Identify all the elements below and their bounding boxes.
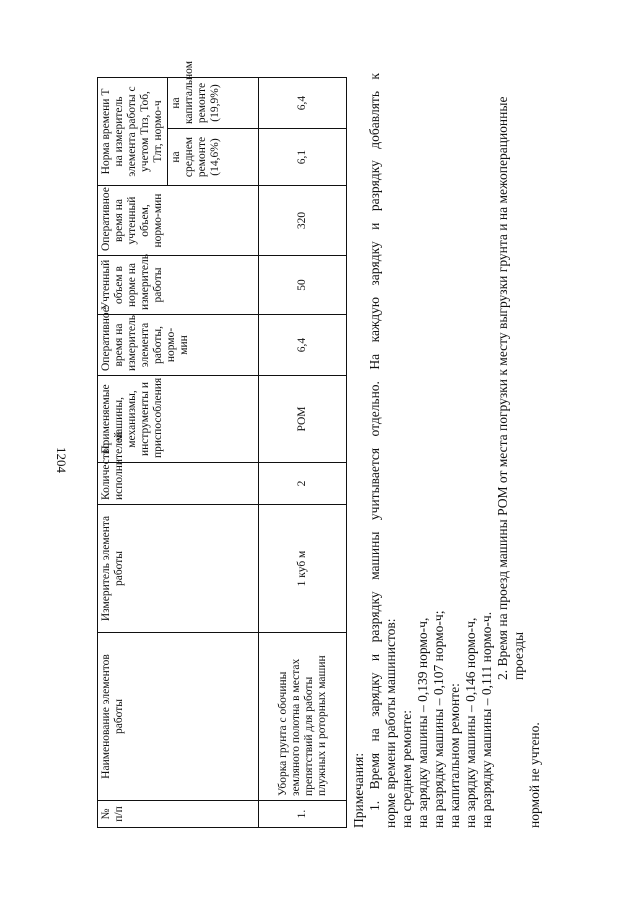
- row-name: Уборка грунта с обочины земляного полотна в местах препятствий для работы плужных и роторных машин: [259, 633, 347, 801]
- note-2-line-2: нормой не учтено.: [527, 722, 542, 828]
- header-op-time: Оперативное время на измеритель элемента работы, нормо-мин: [98, 315, 259, 376]
- note-2-line-1: 2. Время на проезд машины РОМ от места погрузки к месту выгрузки грунта и на межоперационные проезды: [495, 96, 526, 680]
- page-number: 1204: [54, 447, 69, 473]
- capital-charge: на зарядку машины – 0,146 нормо-ч,: [463, 617, 478, 828]
- header-machines: Применяемые машины, механизмы, инструменты и приспособления: [98, 376, 259, 463]
- header-performers: Количество исполнителей: [98, 463, 259, 505]
- row-norm-medium: 6,1: [259, 129, 347, 186]
- row-norm-capital: 6,4: [259, 78, 347, 129]
- row-machines: РОМ: [259, 376, 347, 463]
- row-performers: 2: [259, 463, 347, 505]
- row-op-time: 6,4: [259, 315, 347, 376]
- capital-discharge: на разрядку машины – 0,111 нормо-ч.: [479, 611, 494, 828]
- row-op-time-volume: 320: [259, 186, 347, 256]
- note-1-line-2: норме времени работы машинистов:: [383, 618, 398, 828]
- header-meter: Измеритель элемента работы: [98, 505, 259, 633]
- norms-table: [97, 61, 347, 828]
- header-num: № п/п: [98, 801, 259, 828]
- notes-title: Примечания:: [351, 752, 366, 828]
- medium-repair-title: на среднем ремонте:: [399, 709, 414, 828]
- rotated-page-content: [97, 61, 640, 828]
- medium-charge: на зарядку машины – 0,139 нормо-ч,: [415, 617, 430, 828]
- medium-discharge: на разрядку машины – 0,107 нормо-ч;: [431, 610, 446, 828]
- notes-block: [351, 73, 543, 828]
- row-meter: 1 куб м: [259, 505, 347, 633]
- row-num: 1.: [259, 801, 347, 828]
- header-name: Наименование элементов работы: [98, 633, 259, 801]
- capital-repair-title: на капитальном ремонте:: [447, 683, 462, 828]
- header-op-time-volume: Оперативное время на учтенный объем, нормо-мин: [98, 186, 259, 256]
- header-norm-medium: на среднем ремонте (14,6%): [168, 129, 259, 186]
- header-volume: Учтенный объем в норме на измеритель работы: [98, 256, 259, 315]
- note-1-line-1: 1. Время на зарядку и разрядку машины учитывается отдельно. На каждую зарядку и разрядку добавлять к: [367, 73, 382, 811]
- header-norm-capital: на капитальном ремонте (19,9%): [168, 78, 259, 129]
- header-norm-group: Норма времени Т на измеритель элемента работы с учетом Тпз, Тоб, Тлт, нормо-ч: [98, 78, 168, 186]
- row-volume: 50: [259, 256, 347, 315]
